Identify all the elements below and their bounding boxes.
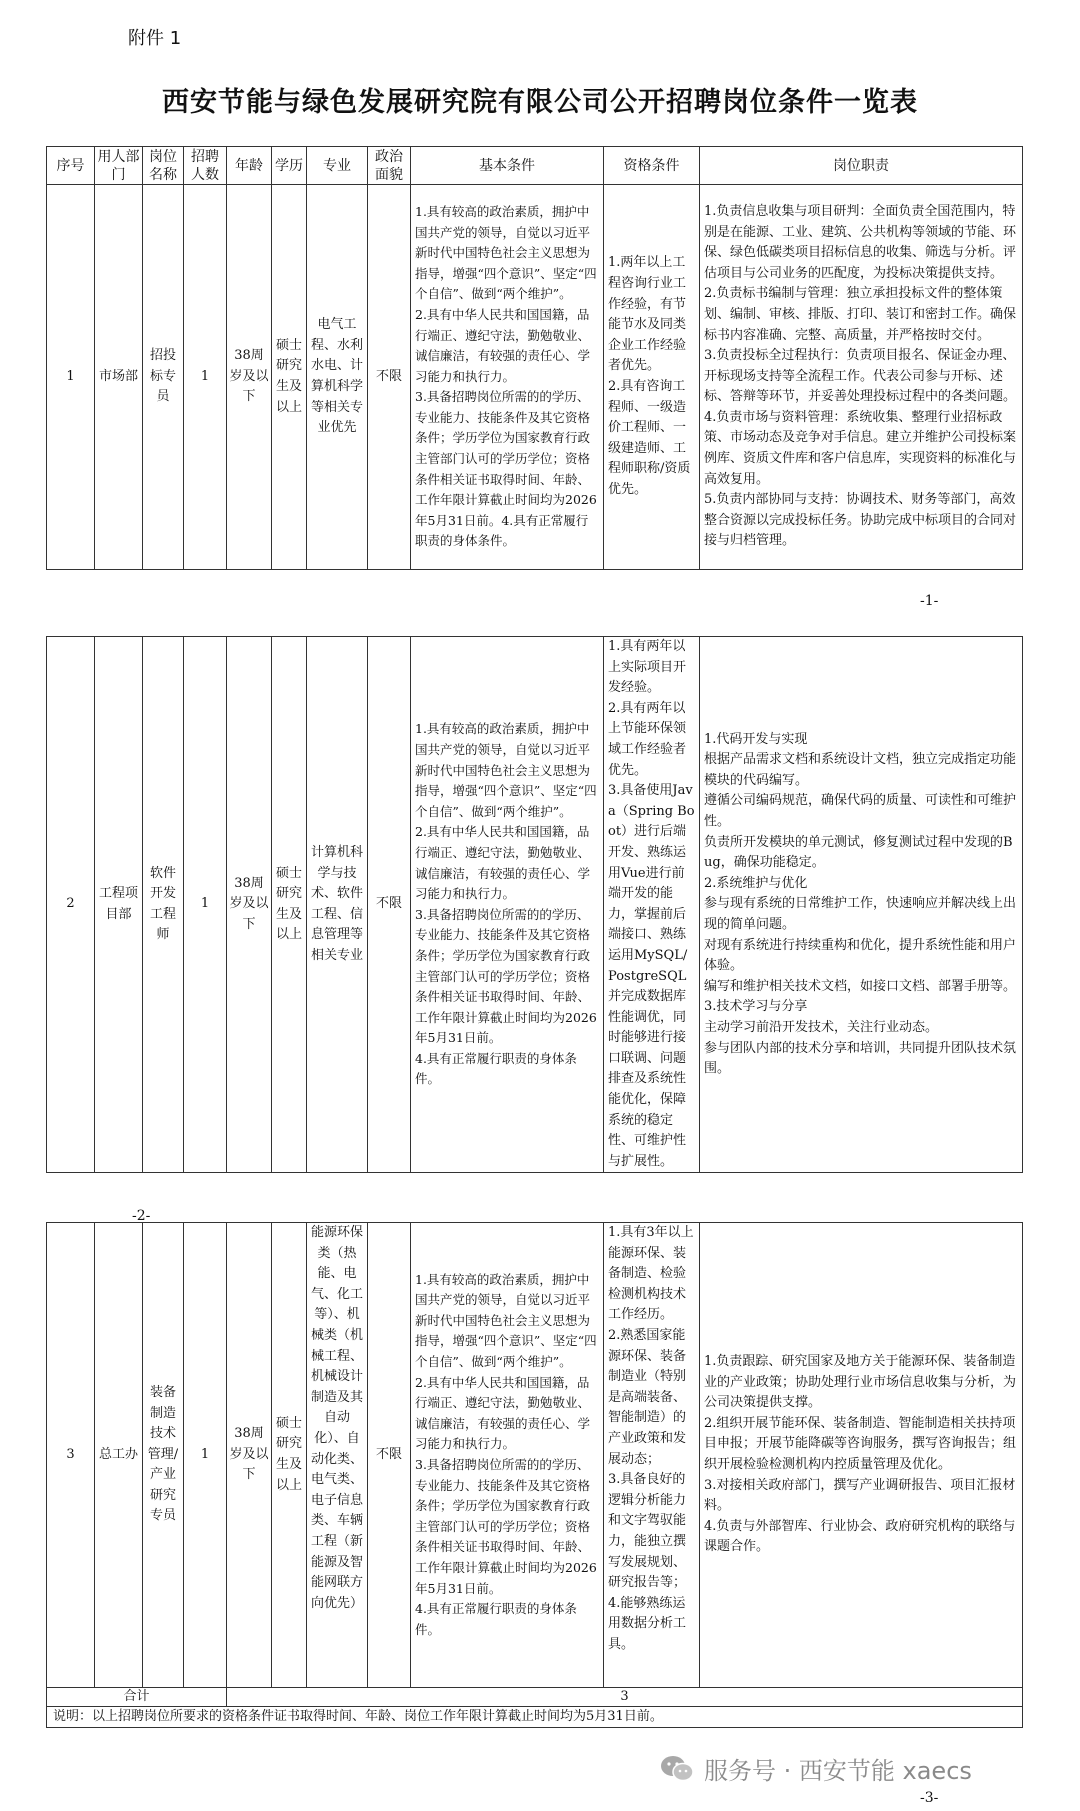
header-count: 招聘人数 — [184, 147, 227, 185]
table-row — [47, 1223, 1023, 1688]
attachment-label: 附件 1 — [128, 28, 182, 49]
cell-major: 能源环保类（热能、电气、化工等）、机械类（机械工程、机械设计制造及其自动化）、自动化类、电气类、电子信息类、车辆工程（新能源及智能网联方向优先） — [307, 1223, 368, 1688]
cell-position: 装备制造技术管理/产业研究专员 — [143, 1223, 184, 1688]
cell-count: 1 — [184, 1223, 227, 1688]
header-basic: 基本条件 — [411, 147, 604, 185]
cell-position: 软件开发工程师 — [143, 637, 184, 1173]
cell-basic: 1.具有较高的政治素质，拥护中国共产党的领导，自觉以习近平新时代中国特色社会主义思想为指导，增强“四个意识”、坚定“四个自信”、做到“两个维护”。 2.具有中华人民共和国国籍，品行端正、遵纪守法，勤勉敬业、诚信廉洁，有较强的责任心、学习能力和执行力。 3.具备招聘岗位所需的的学历、专业能力、技能条件及其它资格条件；学历学位为国家教育行政主管部门认可的学历学位；资格条件相关证书取得时间、年龄、工作年限计算截止时间均为2026年5月31日前。 4.具有正常履行职责的身体条件。 — [411, 637, 604, 1173]
cell-politics: 不限 — [368, 185, 411, 570]
recruitment-table-part-3 — [46, 1222, 1023, 1728]
header-position: 岗位名称 — [143, 147, 184, 185]
note-row — [47, 1707, 1023, 1728]
cell-major: 计算机科学与技术、软件工程、信息管理等相关专业 — [307, 637, 368, 1173]
table-header-row — [47, 147, 1023, 185]
cell-duties: 1.代码开发与实现 根据产品需求文档和系统设计文档，独立完成指定功能模块的代码编写。 遵循公司编码规范，确保代码的质量、可读性和可维护性。 负责所开发模块的单元测试，修复测试过程中发现的Bug，确保功能稳定。 2.系统维护与优化 参与现有系统的日常维护工作，快速响应并解决线上出现的简单问题。 对现有系统进行持续重构和优化，提升系统性能和用户体验。 编写和维护相关技术文档，如接口文档、部署手册等。 3.技术学习与分享 主动学习前沿开发技术，关注行业动态。 参与团队内部的技术分享和培训，共同提升团队技术氛围。 — [700, 637, 1023, 1173]
header-age: 年龄 — [227, 147, 272, 185]
cell-major: 电气工程、水利水电、计算机科学等相关专业优先 — [307, 185, 368, 570]
cell-no: 1 — [47, 185, 95, 570]
table-row — [47, 185, 1023, 570]
cell-education: 硕士研究生及以上 — [272, 185, 307, 570]
cell-duties: 1.负责信息收集与项目研判：全面负责全国范围内，特别是在能源、工业、建筑、公共机构等领域的节能、环保、绿色低碳类项目招标信息的收集、筛选与分析。评估项目与公司业务的匹配度，为投标决策提供支持。 2.负责标书编制与管理：独立承担投标文件的整体策划、编制、审核、排版、打印、装订和密封工作。确保标书内容准确、完整、高质量，并严格按时交付。 3.负责投标全过程执行：负责项目报名、保证金办理、开标现场支持等全流程工作。代表公司参与开标、述标、答辩等环节，并妥善处理投标过程中的各类问题。 4.负责市场与资料管理：系统收集、整理行业招标政策、市场动态及竞争对手信息。建立并维护公司投标案例库、资质文件库和客户信息库，实现资料的标准化与高效复用。 5.负责内部协同与支持：协调技术、财务等部门，高效整合资源以完成投标任务。协助完成中标项目的合同对接与归档管理。 — [700, 185, 1023, 570]
header-dept: 用人部门 — [95, 147, 143, 185]
cell-no: 2 — [47, 637, 95, 1173]
cell-qualification: 1.具有两年以上实际项目开发经验。 2.具有两年以上节能环保领域工作经验者优先。 3.具备使用Java（Spring Boot）进行后端开发、熟练运用Vue进行前端开发的能力，掌握前后端接口、熟练运用MySQL/PostgreSQL并完成数据库性能调优，同时能够进行接口联调、问题排查及系统性能优化，保障系统的稳定性、可维护性与扩展性。 — [604, 637, 700, 1173]
cell-age: 38周岁及以下 — [227, 1223, 272, 1688]
cell-dept: 工程项目部 — [95, 637, 143, 1173]
header-no: 序号 — [47, 147, 95, 185]
note-text: 说明：以上招聘岗位所要求的资格条件证书取得时间、年龄、岗位工作年限计算截止时间均为5月31日前。 — [47, 1707, 1023, 1728]
cell-dept: 总工办 — [95, 1223, 143, 1688]
cell-dept: 市场部 — [95, 185, 143, 570]
cell-age: 38周岁及以下 — [227, 637, 272, 1173]
cell-politics: 不限 — [368, 637, 411, 1173]
cell-no: 3 — [47, 1223, 95, 1688]
cell-age: 38周岁及以下 — [227, 185, 272, 570]
cell-count: 1 — [184, 185, 227, 570]
cell-basic: 1.具有较高的政治素质，拥护中国共产党的领导，自觉以习近平新时代中国特色社会主义思想为指导，增强“四个意识”、坚定“四个自信”、做到“两个维护”。 2.具有中华人民共和国国籍，品行端正、遵纪守法，勤勉敬业、诚信廉洁，有较强的责任心、学习能力和执行力。 3.具备招聘岗位所需的的学历、专业能力、技能条件及其它资格条件；学历学位为国家教育行政主管部门认可的学历学位；资格条件相关证书取得时间、年龄、工作年限计算截止时间均为2026年5月31日前。 4.具有正常履行职责的身体条件。 — [411, 1223, 604, 1688]
cell-duties: 1.负责跟踪、研究国家及地方关于能源环保、装备制造业的产业政策；协助处理行业市场信息收集与分析，为公司决策提供支撑。 2.组织开展节能环保、装备制造、智能制造相关扶持项目申报；开展节能降碳等咨询服务，撰写咨询报告；组织开展检验检测机构内控质量管理及优化。 3.对接相关政府部门，撰写产业调研报告、项目汇报材料。 4.负责与外部智库、行业协会、政府研究机构的联络与课题合作。 — [700, 1223, 1023, 1688]
cell-education: 硕士研究生及以上 — [272, 637, 307, 1173]
table-row — [47, 637, 1023, 1173]
recruitment-table-part-2 — [46, 636, 1023, 1173]
page-number: -2- — [132, 1208, 151, 1224]
watermark-text: 服务号 · 西安节能 xaecs — [704, 1757, 972, 1785]
total-row — [47, 1688, 1023, 1707]
header-duties: 岗位职责 — [700, 147, 1023, 185]
page-number: -1- — [920, 593, 939, 609]
watermark — [660, 1751, 972, 1786]
wechat-icon — [660, 1755, 694, 1783]
page-number: -3- — [920, 1790, 939, 1806]
header-qualification: 资格条件 — [604, 147, 700, 185]
cell-count: 1 — [184, 637, 227, 1173]
total-value: 3 — [227, 1688, 1023, 1707]
cell-position: 招投标专员 — [143, 185, 184, 570]
header-education: 学历 — [272, 147, 307, 185]
total-label: 合计 — [47, 1688, 227, 1707]
cell-politics: 不限 — [368, 1223, 411, 1688]
cell-qualification: 1.具有3年以上能源环保、装备制造、检验检测机构技术工作经历。 2.熟悉国家能源环保、装备制造业（特别是高端装备、智能制造）的产业政策和发展动态； 3.具备良好的逻辑分析能力和文字驾驭能力，能独立撰写发展规划、研究报告等； 4.能够熟练运用数据分析工具。 — [604, 1223, 700, 1688]
page-title: 西安节能与绿色发展研究院有限公司公开招聘岗位条件一览表 — [162, 87, 918, 118]
header-major: 专业 — [307, 147, 368, 185]
header-politics: 政治面貌 — [368, 147, 411, 185]
cell-qualification: 1.两年以上工程咨询行业工作经验，有节能节水及同类企业工作经验者优先。 2.具有咨询工程师、一级造价工程师、一级建造师、工程师职称/资质优先。 — [604, 185, 700, 570]
cell-basic: 1.具有较高的政治素质，拥护中国共产党的领导，自觉以习近平新时代中国特色社会主义思想为指导，增强“四个意识”、坚定“四个自信”、做到“两个维护”。 2.具有中华人民共和国国籍，品行端正、遵纪守法，勤勉敬业、诚信廉洁，有较强的责任心、学习能力和执行力。 3.具备招聘岗位所需的的学历、专业能力、技能条件及其它资格条件；学历学位为国家教育行政主管部门认可的学历学位；资格条件相关证书取得时间、年龄、工作年限计算截止时间均为2026年5月31日前。4.具有正常履行职责的身体条件。 — [411, 185, 604, 570]
cell-education: 硕士研究生及以上 — [272, 1223, 307, 1688]
recruitment-table-part-1 — [46, 146, 1023, 570]
